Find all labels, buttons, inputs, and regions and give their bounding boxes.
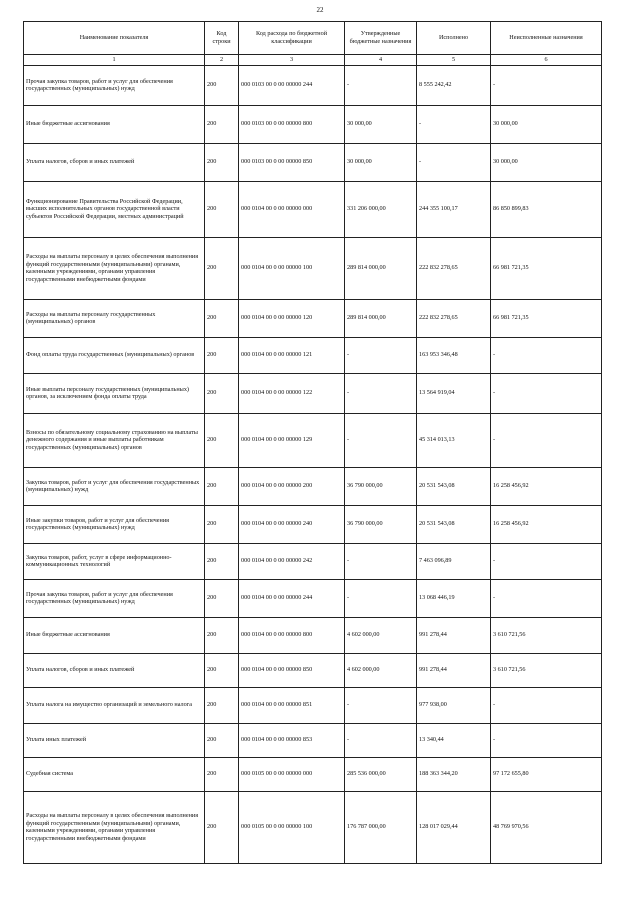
line-code: 200 [205, 143, 239, 181]
table-row [24, 653, 602, 687]
column-number: 3 [239, 55, 345, 66]
header-indicator-name: Наименование показателя [24, 22, 205, 55]
table-row [24, 299, 602, 337]
budget-code: 000 0105 00 0 00 00000 000 [239, 757, 345, 791]
table-row [24, 143, 602, 181]
header-remaining: Неисполненные назначения [491, 22, 602, 55]
indicator-name: Прочая закупка товаров, работ и услуг для обеспечения государственных (муниципальных) нужд [24, 579, 205, 617]
executed-amount: 163 953 346,48 [417, 337, 491, 373]
line-code: 200 [205, 65, 239, 105]
budget-code: 000 0104 00 0 00 00000 800 [239, 617, 345, 653]
remaining-amount: - [491, 65, 602, 105]
line-code: 200 [205, 653, 239, 687]
indicator-name: Иные закупки товаров, работ и услуг для обеспечения государственных (муниципальных) нужд [24, 505, 205, 543]
table-row [24, 413, 602, 467]
executed-amount: 13 068 446,19 [417, 579, 491, 617]
approved-amount: 4 602 000,00 [345, 653, 417, 687]
table-row [24, 543, 602, 579]
column-number: 4 [345, 55, 417, 66]
header-approved: Утвержденные бюджетные назначения [345, 22, 417, 55]
approved-amount: - [345, 723, 417, 757]
budget-code: 000 0103 00 0 00 00000 800 [239, 105, 345, 143]
line-code: 200 [205, 579, 239, 617]
approved-amount: 289 814 000,00 [345, 299, 417, 337]
executed-amount: - [417, 105, 491, 143]
remaining-amount: - [491, 413, 602, 467]
budget-code: 000 0105 00 0 00 00000 100 [239, 791, 345, 863]
remaining-amount: 16 258 456,92 [491, 505, 602, 543]
remaining-amount: 30 000,00 [491, 105, 602, 143]
remaining-amount: 48 769 970,56 [491, 791, 602, 863]
executed-amount: 244 355 100,17 [417, 181, 491, 237]
executed-amount: 222 832 278,65 [417, 237, 491, 299]
header-line-code: Код строки [205, 22, 239, 55]
line-code: 200 [205, 467, 239, 505]
indicator-name: Расходы на выплаты персоналу в целях обеспечения выполнения функций государственными (муниципальными) органами, казенными учреждениями, органами управления государственными внебюджетными фондами [24, 237, 205, 299]
budget-code: 000 0104 00 0 00 00000 122 [239, 373, 345, 413]
indicator-name: Уплата налогов, сборов и иных платежей [24, 653, 205, 687]
approved-amount: 36 790 000,00 [345, 467, 417, 505]
remaining-amount: 30 000,00 [491, 143, 602, 181]
remaining-amount: 66 981 721,35 [491, 237, 602, 299]
remaining-amount: 66 981 721,35 [491, 299, 602, 337]
approved-amount: - [345, 579, 417, 617]
approved-amount: - [345, 373, 417, 413]
remaining-amount: 86 850 899,83 [491, 181, 602, 237]
remaining-amount: - [491, 687, 602, 723]
line-code: 200 [205, 181, 239, 237]
approved-amount: - [345, 65, 417, 105]
page-number: 22 [316, 6, 324, 14]
budget-code: 000 0104 00 0 00 00000 121 [239, 337, 345, 373]
budget-code: 000 0104 00 0 00 00000 240 [239, 505, 345, 543]
executed-amount: 13 340,44 [417, 723, 491, 757]
executed-amount: 128 017 029,44 [417, 791, 491, 863]
approved-amount: - [345, 687, 417, 723]
column-number: 5 [417, 55, 491, 66]
approved-amount: 30 000,00 [345, 143, 417, 181]
budget-code: 000 0103 00 0 00 00000 244 [239, 65, 345, 105]
approved-amount: 331 206 000,00 [345, 181, 417, 237]
line-code: 200 [205, 757, 239, 791]
executed-amount: - [417, 143, 491, 181]
line-code: 200 [205, 687, 239, 723]
table-row [24, 791, 602, 863]
table-row [24, 687, 602, 723]
table-row [24, 579, 602, 617]
approved-amount: - [345, 413, 417, 467]
indicator-name: Фонд оплаты труда государственных (муниципальных) органов [24, 337, 205, 373]
table-row [24, 237, 602, 299]
table-row [24, 65, 602, 105]
line-code: 200 [205, 237, 239, 299]
header-row [24, 22, 602, 55]
approved-amount: 285 536 000,00 [345, 757, 417, 791]
line-code: 200 [205, 543, 239, 579]
table-row [24, 181, 602, 237]
indicator-name: Уплата налога на имущество организаций и земельного налога [24, 687, 205, 723]
line-code: 200 [205, 791, 239, 863]
budget-code: 000 0104 00 0 00 00000 851 [239, 687, 345, 723]
remaining-amount: - [491, 579, 602, 617]
table-row [24, 105, 602, 143]
header-executed: Исполнено [417, 22, 491, 55]
line-code: 200 [205, 505, 239, 543]
indicator-name: Закупка товаров, работ, услуг в сфере информационно-коммуникационных технологий [24, 543, 205, 579]
budget-code: 000 0104 00 0 00 00000 120 [239, 299, 345, 337]
remaining-amount: - [491, 723, 602, 757]
table-row [24, 373, 602, 413]
executed-amount: 45 314 013,13 [417, 413, 491, 467]
column-number: 6 [491, 55, 602, 66]
indicator-name: Судебная система [24, 757, 205, 791]
remaining-amount: 3 610 721,56 [491, 653, 602, 687]
executed-amount: 20 531 543,08 [417, 467, 491, 505]
executed-amount: 13 564 919,04 [417, 373, 491, 413]
indicator-name: Иные бюджетные ассигнования [24, 105, 205, 143]
line-code: 200 [205, 723, 239, 757]
line-code: 200 [205, 299, 239, 337]
approved-amount: 289 814 000,00 [345, 237, 417, 299]
table-row [24, 617, 602, 653]
executed-amount: 991 278,44 [417, 653, 491, 687]
budget-code: 000 0104 00 0 00 00000 000 [239, 181, 345, 237]
line-code: 200 [205, 337, 239, 373]
budget-code: 000 0104 00 0 00 00000 200 [239, 467, 345, 505]
indicator-name: Иные выплаты персоналу государственных (муниципальных) органов, за исключением фонда оплаты труда [24, 373, 205, 413]
remaining-amount: - [491, 543, 602, 579]
table-row [24, 757, 602, 791]
executed-amount: 222 832 278,65 [417, 299, 491, 337]
indicator-name: Иные бюджетные ассигнования [24, 617, 205, 653]
table-row [24, 467, 602, 505]
approved-amount: - [345, 543, 417, 579]
column-number-row [24, 55, 602, 66]
executed-amount: 991 278,44 [417, 617, 491, 653]
budget-execution-table [23, 21, 602, 864]
remaining-amount: - [491, 337, 602, 373]
remaining-amount: - [491, 373, 602, 413]
executed-amount: 977 938,00 [417, 687, 491, 723]
approved-amount: 30 000,00 [345, 105, 417, 143]
indicator-name: Взносы по обязательному социальному страхованию на выплаты денежного содержания и иные выплаты работникам государственных (муниципальных) органов [24, 413, 205, 467]
remaining-amount: 3 610 721,56 [491, 617, 602, 653]
line-code: 200 [205, 105, 239, 143]
approved-amount: - [345, 337, 417, 373]
column-number: 2 [205, 55, 239, 66]
line-code: 200 [205, 413, 239, 467]
table-row [24, 337, 602, 373]
table-row [24, 505, 602, 543]
remaining-amount: 97 172 655,80 [491, 757, 602, 791]
budget-code: 000 0104 00 0 00 00000 129 [239, 413, 345, 467]
indicator-name: Закупка товаров, работ и услуг для обеспечения государственных (муниципальных) нужд [24, 467, 205, 505]
indicator-name: Уплата налогов, сборов и иных платежей [24, 143, 205, 181]
indicator-name: Прочая закупка товаров, работ и услуг для обеспечения государственных (муниципальных) нужд [24, 65, 205, 105]
budget-code: 000 0103 00 0 00 00000 850 [239, 143, 345, 181]
header-budget-code: Код расхода по бюджетной классификации [239, 22, 345, 55]
table-row [24, 723, 602, 757]
budget-code: 000 0104 00 0 00 00000 100 [239, 237, 345, 299]
budget-code: 000 0104 00 0 00 00000 242 [239, 543, 345, 579]
indicator-name: Функционирование Правительства Российской Федерации, высших исполнительных органов государственной власти субъектов Российской Федерации, местных администраций [24, 181, 205, 237]
line-code: 200 [205, 617, 239, 653]
executed-amount: 20 531 543,08 [417, 505, 491, 543]
executed-amount: 8 555 242,42 [417, 65, 491, 105]
budget-code: 000 0104 00 0 00 00000 853 [239, 723, 345, 757]
approved-amount: 4 602 000,00 [345, 617, 417, 653]
budget-code: 000 0104 00 0 00 00000 850 [239, 653, 345, 687]
approved-amount: 36 790 000,00 [345, 505, 417, 543]
line-code: 200 [205, 373, 239, 413]
executed-amount: 188 363 344,20 [417, 757, 491, 791]
indicator-name: Расходы на выплаты персоналу в целях обеспечения выполнения функций государственными (муниципальными) органами, казенными учреждениями, органами управления государственными внебюджетными фондами [24, 791, 205, 863]
approved-amount: 176 787 000,00 [345, 791, 417, 863]
executed-amount: 7 463 096,89 [417, 543, 491, 579]
column-number: 1 [24, 55, 205, 66]
remaining-amount: 16 258 456,92 [491, 467, 602, 505]
indicator-name: Расходы на выплаты персоналу государственных (муниципальных) органов [24, 299, 205, 337]
indicator-name: Уплата иных платежей [24, 723, 205, 757]
budget-code: 000 0104 00 0 00 00000 244 [239, 579, 345, 617]
